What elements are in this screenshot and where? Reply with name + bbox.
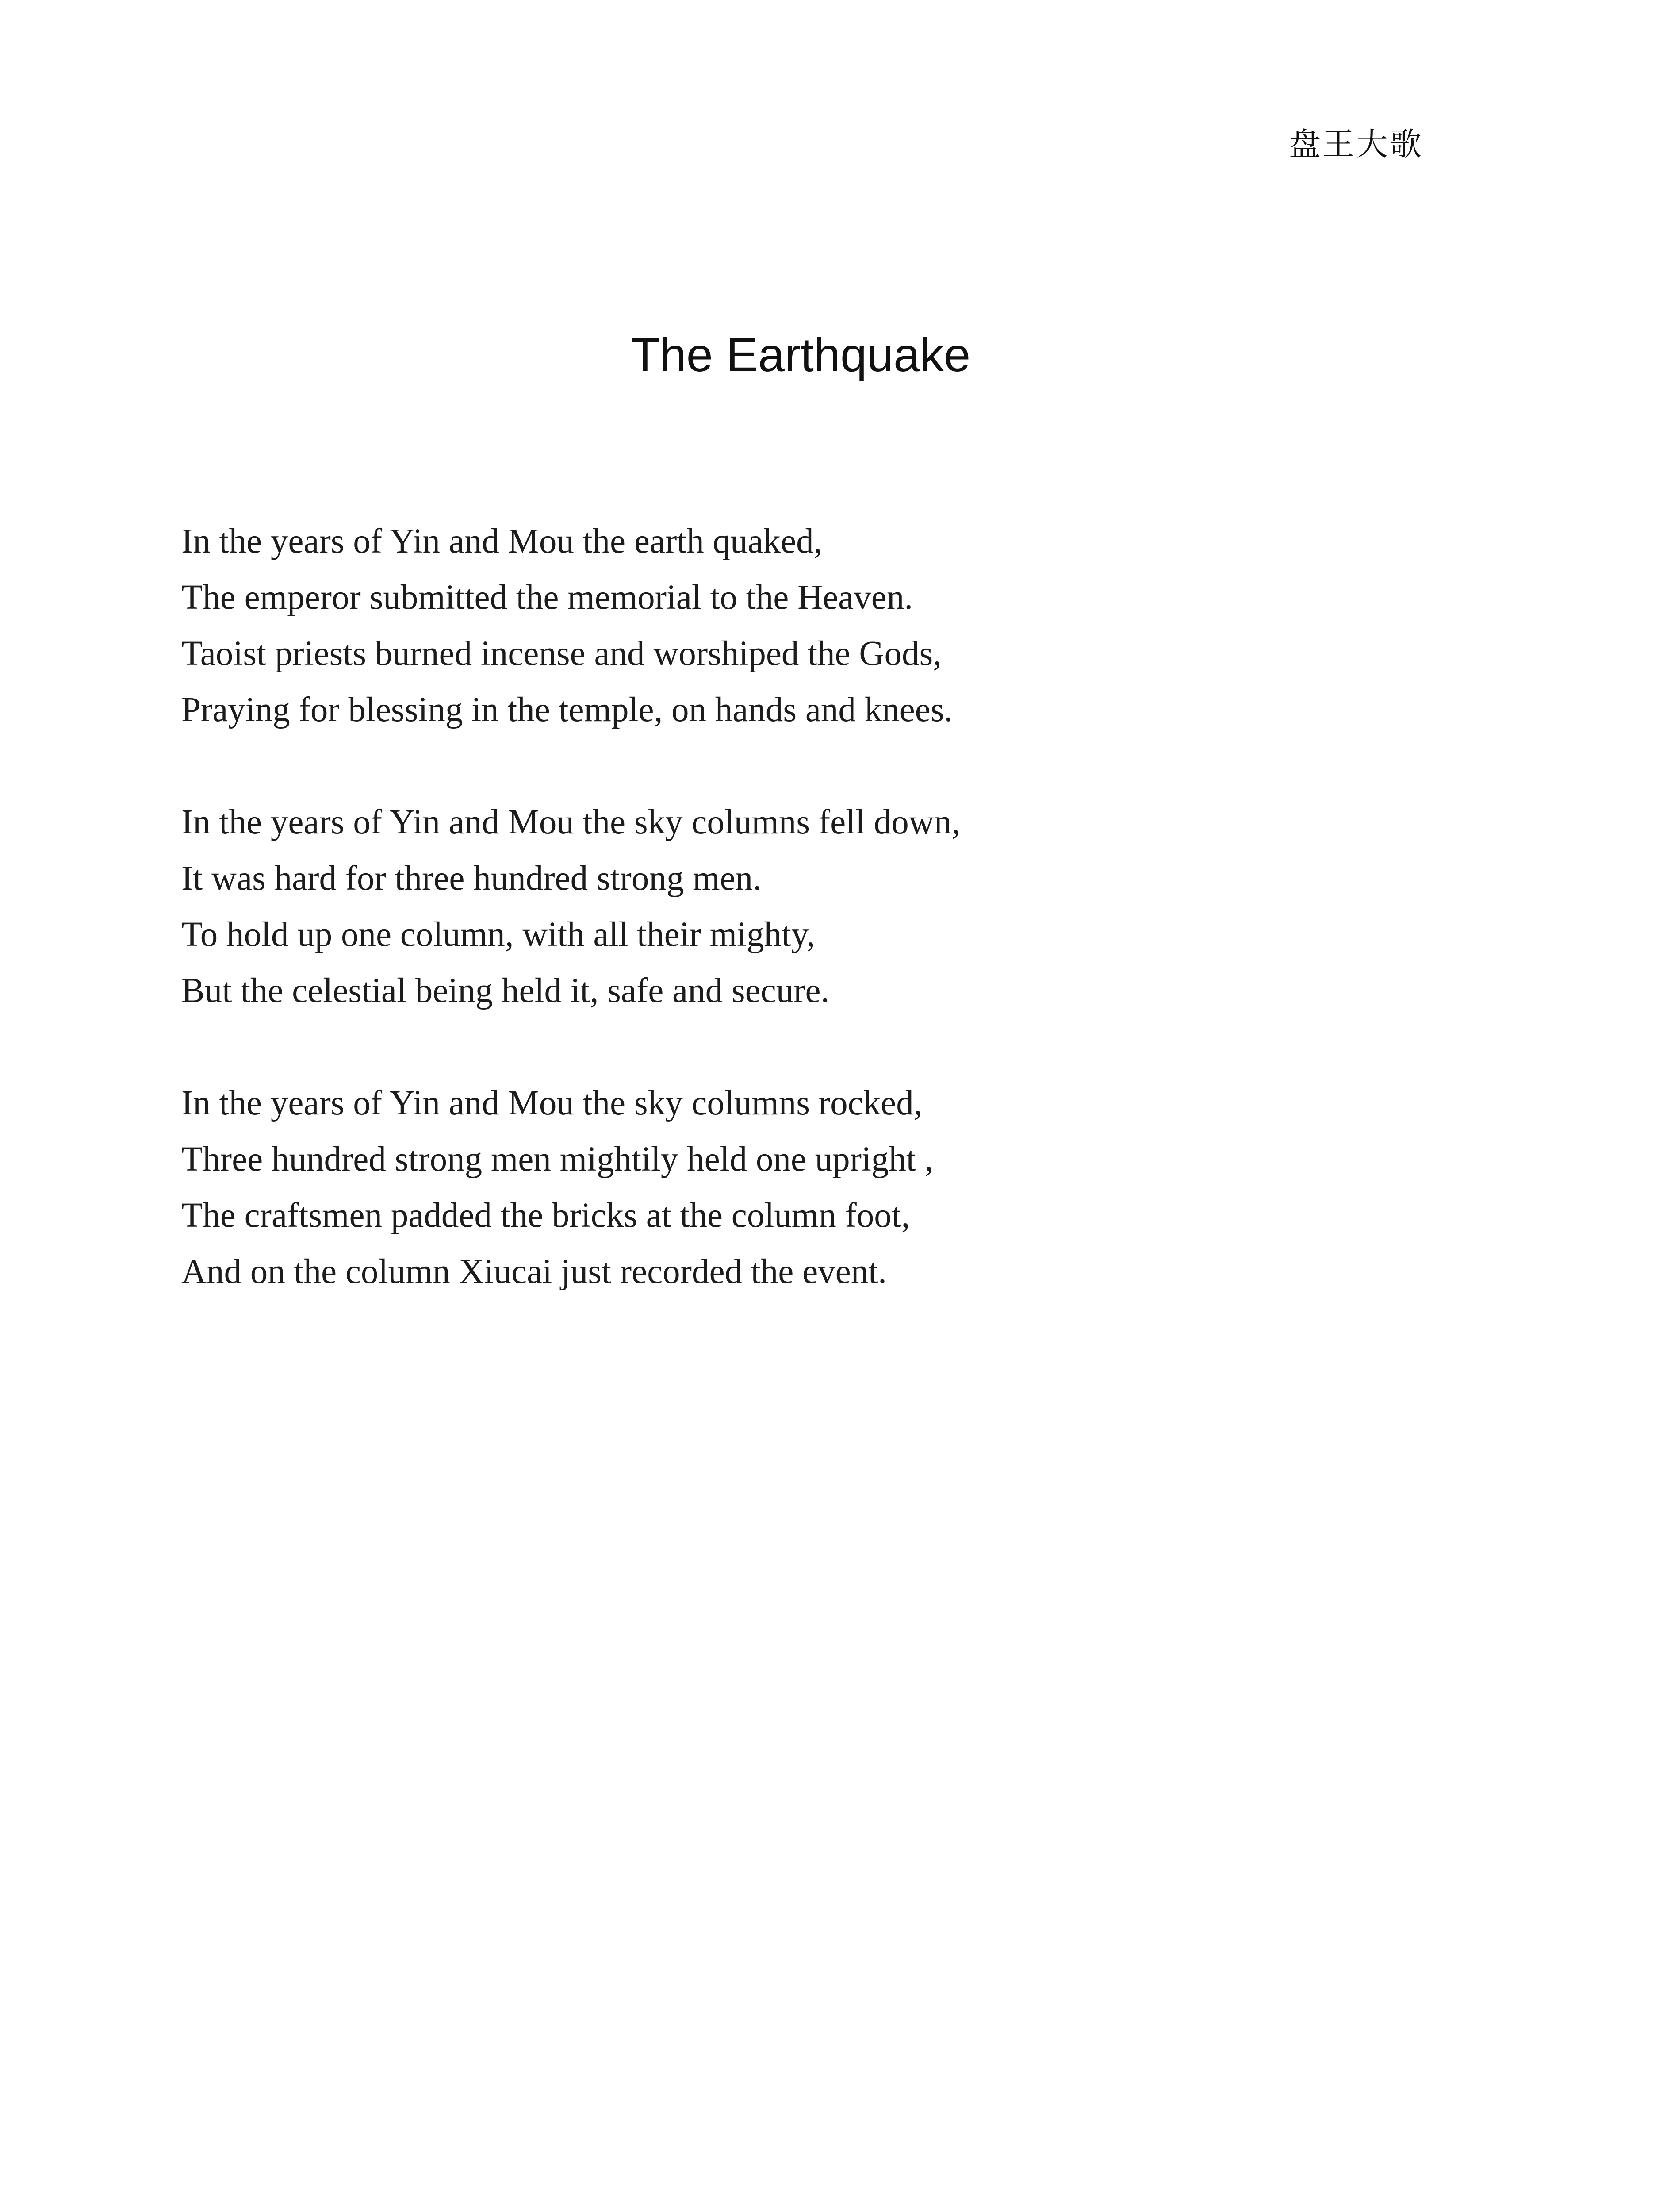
poem-line: It was hard for three hundred strong men.	[181, 859, 762, 898]
poem-line: But the celestial being held it, safe and secure.	[181, 972, 830, 1010]
stanza-2	[181, 794, 1331, 1019]
stanza-3	[181, 1075, 1331, 1300]
poem-line: In the years of Yin and Mou the sky columns fell down,	[181, 803, 961, 841]
stanza-1	[181, 513, 1331, 738]
poem-line: To hold up one column, with all their mighty,	[181, 915, 816, 954]
poem-line: And on the column Xiucai just recorded the event.	[181, 1252, 887, 1291]
poem-line: The craftsmen padded the bricks at the column foot,	[181, 1196, 910, 1235]
poem-line: Taoist priests burned incense and worshiped the Gods,	[181, 634, 942, 673]
running-header: 盘王大歌	[1288, 126, 1423, 163]
poem-title: The Earthquake	[630, 328, 971, 381]
poem-body	[181, 513, 1331, 1356]
poem-line: Three hundred strong men mightily held one upright ,	[181, 1140, 934, 1179]
poem-line: In the years of Yin and Mou the sky columns rocked,	[181, 1084, 923, 1122]
poem-line: The emperor submitted the memorial to the Heaven.	[181, 578, 913, 617]
poem-line: Praying for blessing in the temple, on hands and knees.	[181, 691, 953, 729]
poem-line: In the years of Yin and Mou the earth quaked,	[181, 522, 823, 561]
